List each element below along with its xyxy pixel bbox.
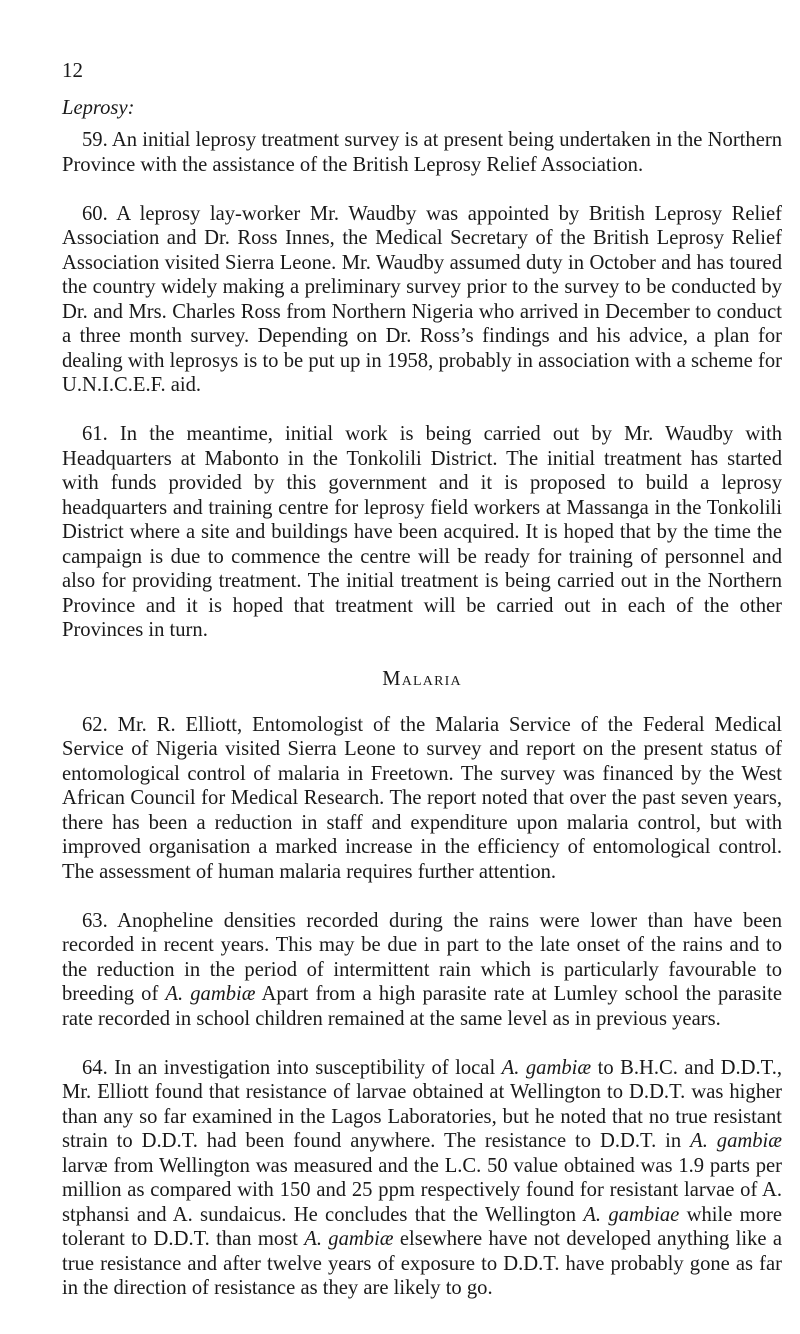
- paragraph-59: 59. An initial leprosy treatment survey is at present being undertaken in the Northern Province with the assistance of the British Leprosy Relief Association.: [62, 129, 782, 176]
- page-body: [62, 96, 782, 1301]
- paragraph-61: 61. In the meantime, initial work is being carried out by Mr. Waudby with Headquarters at Mabonto in the Tonkolili District. The initial treatment has started with funds provided by this government and it is proposed to build a leprosy headquarters and training centre for leprosy field workers at Massanga in the Tonkolili District where a site and buildings have been acquired. It is hoped that by the time the campaign is due to commence the centre will be ready for training of personnel and also for providing treatment. The initial treatment is being carried out in the Northern Province and it is hoped that treatment will be carried out in each of the other Provinces in turn.: [62, 423, 782, 641]
- paragraph-63: 63. Anopheline densities recorded during the rains were lower than have been recorded in recent years. This may be due in part to the late onset of the rains and to the reduction in the period of intermittent rain which is particularly favourable to breeding of A. gambiæ Apart from a high parasite rate at Lumley school the parasite rate recorded in school children remained at the same level as in previous years.: [62, 909, 782, 1030]
- paragraph-64: 64. In an investigation into susceptibility of local A. gambiæ to B.H.C. and D.D.T., Mr. Elliott found that resistance of larvae obtained at Wellington to D.D.T. was higher than any so far examined in the Lagos Laboratories, but he noted that no true resistant strain to D.D.T. had been found anywhere. The resistance to D.D.T. in A. gambiæ larvæ from Wellington was measured and the L.C. 50 value obtained was 1.9 parts per million as compared with 150 and 25 ppm respectively found for resistant larvae of A. stphansi and A. sundaicus. He concludes that the Wellington A. gambiae while more tolerant to D.D.T. than most A. gambiæ elsewhere have not developed anything like a true resistance and after twelve years of exposure to D.D.T. have probably gone as far in the direction of resistance as they are likely to go.: [62, 1056, 783, 1299]
- paragraph-62: 62. Mr. R. Elliott, Entomologist of the Malaria Service of the Federal Medical Service of Nigeria visited Sierra Leone to survey and report on the present status of entomological control of malaria in Freetown. The survey was financed by the West African Council for Medical Research. The report noted that over the past seven years, there has been a reduction in staff and expenditure upon malaria control, but with improved organisation a marked increase in the efficiency of entomological control. The assessment of human malaria requires further attention.: [62, 713, 782, 883]
- page-number: 12: [62, 58, 83, 82]
- paragraph-60: 60. A leprosy lay-worker Mr. Waudby was appointed by British Leprosy Relief Association and Dr. Ross Innes, the Medical Secretary of the British Leprosy Relief Association visited Sierra Leone. Mr. Waudby assumed duty in October and has toured the country widely making a preliminary survey prior to the survey to be conducted by Dr. and Mrs. Charles Ross from Northern Nigeria who arrived in December to conduct a three month survey. Depending on Dr. Ross’s findings and his advice, a plan for dealing with leprosys is to be put up in 1958, probably in association with a scheme for U.N.I.C.E.F. aid.: [62, 202, 782, 396]
- section-heading-leprosy: Leprosy:: [62, 97, 135, 119]
- section-heading-malaria: Malaria: [382, 667, 462, 690]
